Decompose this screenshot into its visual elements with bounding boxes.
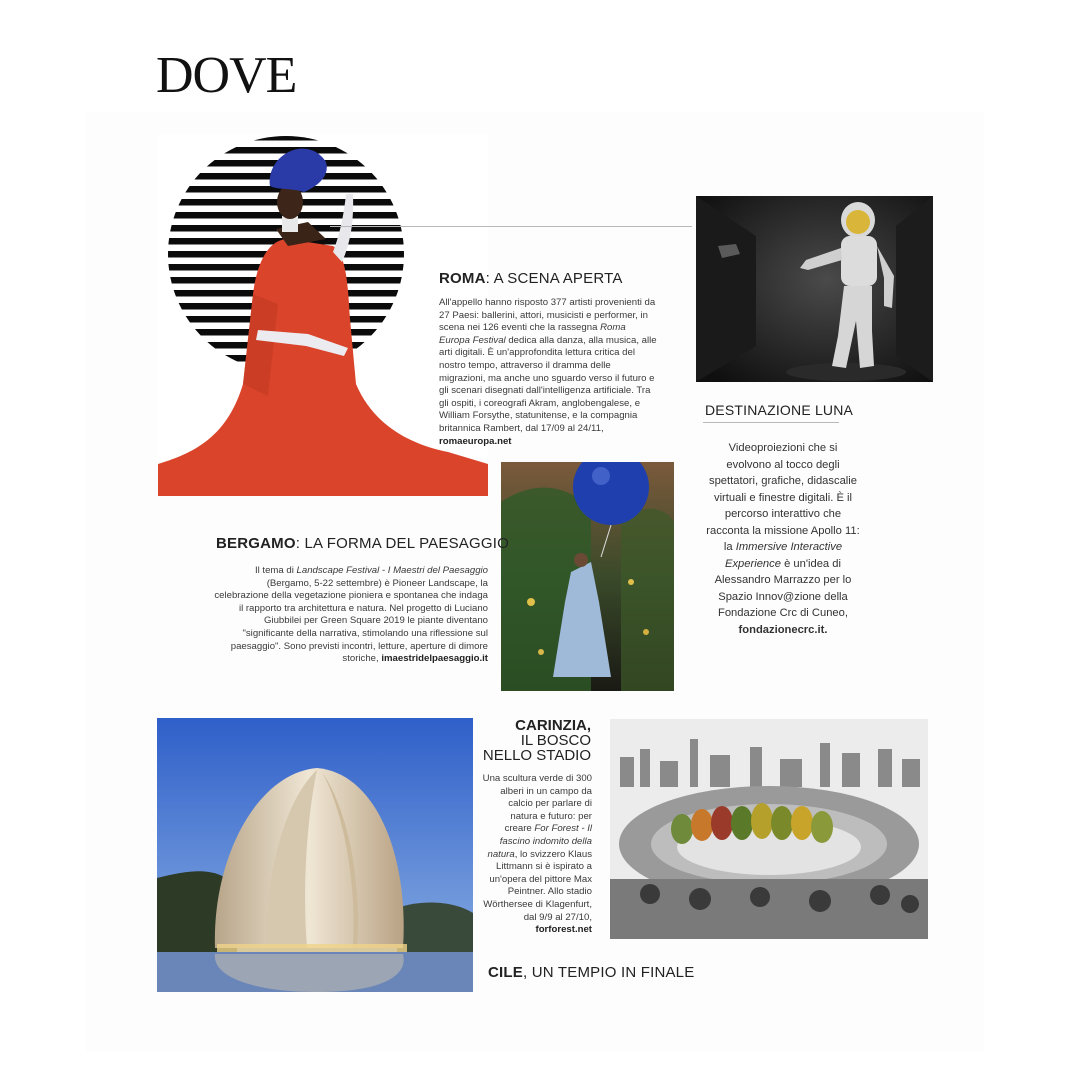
cile-photo xyxy=(157,718,473,992)
carinzia-work-name: For Forest - Il fascino indomito della natura xyxy=(487,823,592,860)
roma-city: ROMA xyxy=(439,270,486,287)
cile-subtitle: UN TEMPIO IN FINALE xyxy=(531,964,695,981)
roma-body-text-1: All'appello hanno risposto 377 artisti provenienti da 27 Paesi: ballerini, attori, musicisti e performer, in scena nei 126 eventi che la rassegna xyxy=(439,297,656,334)
stadium-drawing xyxy=(610,719,928,939)
magazine-logo: DOVE xyxy=(156,47,297,104)
roma-subtitle: A SCENA APERTA xyxy=(493,270,623,287)
roma-festival-name: Roma Europa Festival xyxy=(439,322,626,346)
carinzia-body-text-2: , lo svizzero Klaus Littmann si è ispirato a un'opera del pittore Max Peintner. Allo stadio Wörthersee di Klagenfurt, dal 9/9 al 27/10, xyxy=(483,848,592,923)
carinzia-url[interactable]: forforest.net xyxy=(535,924,592,936)
roma-url[interactable]: romaeuropa.net xyxy=(439,435,512,447)
divider-line xyxy=(330,226,692,227)
carinzia-title-line1: CARINZIA, xyxy=(515,717,591,734)
carinzia-title xyxy=(470,718,591,763)
luna-title: DESTINAZIONE LUNA xyxy=(705,402,854,418)
cile-city: CILE xyxy=(488,964,523,981)
bergamo-body xyxy=(212,565,488,666)
bergamo-subtitle: LA FORMA DEL PAESAGGIO xyxy=(304,535,509,552)
bergamo-photo xyxy=(501,462,674,691)
luna-url[interactable]: fondazionecrc.it. xyxy=(738,623,828,636)
roma-title: ROMA: A SCENA APERTA xyxy=(439,270,623,287)
bergamo-url[interactable]: imaestridelpaesaggio.it xyxy=(381,653,488,665)
carinzia-body-text-1: Una scultura verde di 300 alberi in un campo da calcio per parlare di natura e futuro: per creare xyxy=(482,773,592,835)
bergamo-body-text-1: Il tema di xyxy=(254,565,297,576)
luna-body xyxy=(706,440,860,638)
carinzia-body xyxy=(482,773,592,937)
roma-body-text-2: dedica alla danza, alla musica, alle arti digitali. È un'approfondita lettura critica del nostro tempo, attraverso il dramma delle migrazioni, ma anche uno sguardo verso il futuro e gli scenari disegnati dall'intelligenza artificiale. Tra gli ospiti, i coreografi Akram, anglobengalese, e William Forsythe, statunitense, e la compagnia britannica Rambert, dal 17/09 al 24/11, xyxy=(439,334,657,434)
luna-body-text-1: Videoproiezioni che si evolvono al tocco degli spettatori, grafiche, didascalie virtuali e finestre digitali. È il percorso interattivo che racconta la missione Apollo 11: la xyxy=(706,442,860,553)
cile-title: CILE, UN TEMPIO IN FINALE xyxy=(488,964,695,981)
roma-body xyxy=(439,297,657,448)
luna-divider xyxy=(703,422,839,423)
astronaut-photo xyxy=(696,196,933,382)
luna-body-text-2: è un'idea di Alessandro Marrazzo per lo Spazio Innov@zione della Fondazione Crc di Cuneo, xyxy=(714,557,852,619)
luna-experience-name: Immersive Interactive Experience xyxy=(725,541,843,570)
bergamo-title: BERGAMO: LA FORMA DEL PAESAGGIO xyxy=(216,535,509,552)
bergamo-body-text-2: (Bergamo, 5-22 settembre) è Pioneer Landscape, la celebrazione della vegetazione pioniera e spontanea che indaga il rapporto tra architettura e natura. Nel progetto di Luciano Giubbilei per Green Square 2019 le piante diventano "significante della narrativa, stimolando una riflessione sul paesaggio". Sono previsti incontri, letture, aperture di dimore storiche, xyxy=(214,577,488,665)
bergamo-city: BERGAMO xyxy=(216,535,296,552)
carinzia-title-line2: IL BOSCO xyxy=(520,732,591,749)
bergamo-festival-name: Landscape Festival - I Maestri del Paesaggio xyxy=(296,565,488,576)
carinzia-title-line3: NELLO STADIO xyxy=(482,747,591,764)
